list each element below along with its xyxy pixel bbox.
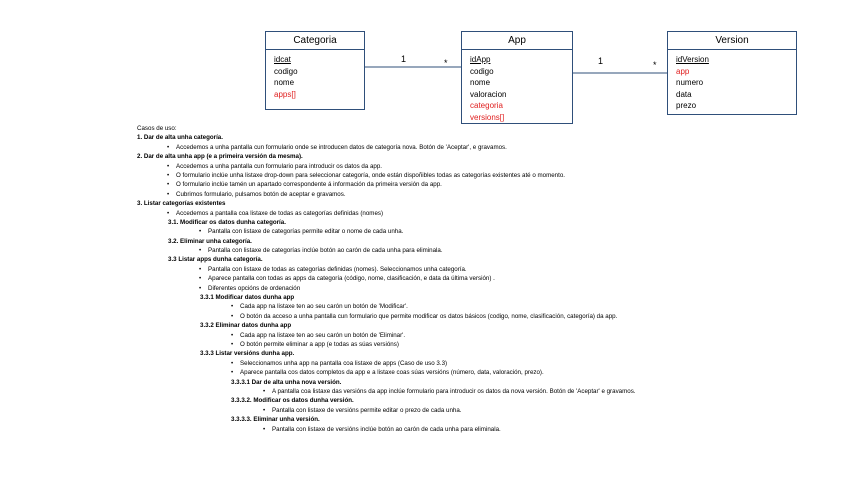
class-title: Version [668, 32, 796, 50]
uc-3-3-3-2-step: • Pantalla con listaxe de versións permite editar o prezo de cada unha. [137, 406, 842, 415]
mult-categoria-one: 1 [401, 54, 407, 64]
uc-3-1: 3.1. Modificar os datos dunha categoría. [168, 218, 286, 226]
attr-nome: nome [470, 78, 491, 87]
uc-3-3-3-step: • Seleccionamos unha app na pantalla coa listaxe de apps (Caso de uso 3.3) [137, 359, 842, 368]
attr-idcat: idcat [274, 55, 291, 64]
uc-3-3-3-2: 3.3.3.2. Modificar os datos dunha versión. [231, 397, 354, 405]
uc-3-3-3-1: 3.3.3.1 Dar de alta unha nova versión. [231, 378, 342, 386]
uc-2-step: • O formulario inclúe unha listaxe drop-down para seleccionar categoría, onde están dispoñibles todas as categorías existentes até o momento. [137, 171, 842, 180]
attr-idapp: idApp [470, 55, 491, 64]
uc-3-3-3-3: 3.3.3.3. Eliminar unha versión. [231, 416, 320, 424]
class-title: Categoria [266, 32, 364, 50]
uc-3-3-step: • Pantalla con listaxe de todas as categorías definidas (nomes). Seleccionamos unha categoría. [137, 265, 842, 274]
attr-prezo: prezo [676, 101, 697, 110]
uc-3-3-3: 3.3.3 Listar versións dunha app. [200, 350, 295, 358]
uc-heading: Casos de uso: [137, 125, 177, 132]
mult-app-one: 1 [598, 56, 604, 66]
uc-3-3-1-step: • O botón da acceso a unha pantalla cun formulario que permite modificar os datos básicos (codigo, nome, clasificación, categoría) da app. [137, 312, 842, 321]
class-categoria [265, 31, 365, 110]
class-version [667, 31, 797, 115]
class-title: App [462, 32, 572, 50]
uc-3-3: 3.3 Listar apps dunha categoría. [168, 256, 263, 264]
use-cases-text [137, 124, 842, 434]
uc-3-3-3-3-step: • Pantalla con listaxe de versións inclúe botón ao carón de cada unha para eliminala. [137, 425, 842, 434]
uc-2-step: • Accedemos a unha pantalla cun formulario para introducir os datos da app. [137, 162, 842, 171]
uc-3-step: • Accedemos a pantalla coa listaxe de todas as categorías definidas (nomes) [137, 209, 842, 218]
attr-data: data [676, 89, 692, 99]
attr-valoracion: valoracion [470, 89, 507, 99]
uc-1-step: • Accedemos a unha pantalla cun formulario onde se introducen datos de categoría nova. Botón de 'Aceptar', e gravamos. [137, 143, 842, 152]
attr-categoria: categoria [470, 101, 503, 110]
uc-3-3-1: 3.3.1 Modificar datos dunha app [200, 294, 295, 302]
mult-categoria-many: * [444, 58, 448, 68]
mult-app-many: * [653, 60, 657, 70]
uc-3-3-3-step: • Aparece pantalla cos datos completos da app e a listaxe coas súas versións (número, data, valoración, prezo). [137, 368, 842, 377]
uc-3-3-3-1-step: • A pantalla coa listaxe das versións da app inclúe formulario para introducir os datos da nova versión. Botón de 'Aceptar' e gravamos. [137, 387, 842, 396]
uc-3-3-step: • Aparece pantalla con todas as apps da categoría (código, nome, clasificación, e data da última versión) . [137, 274, 842, 283]
uc-2-step: • O formulario inclúe tamén un apartado correspondente á información da primeira versión da app. [137, 180, 842, 189]
uc-3-3-2-step: • Cada app na listaxe ten ao seu carón un botón de 'Eliminar'. [137, 331, 842, 340]
attr-codigo: codigo [274, 66, 298, 76]
uc-3-2: 3.2. Eliminar unha categoría. [168, 237, 252, 245]
uc-3: 3. Listar categorías existentes [137, 200, 226, 208]
attr-apps: apps[] [274, 89, 296, 99]
uc-3-1-step: • Pantalla con listaxe de categorías permite editar o nome de cada unha. [137, 227, 842, 236]
attr-versions: versions[] [470, 112, 505, 122]
uc-3-3-1-step: • Cada app na listaxe ten ao seu carón un botón de 'Modificar'. [137, 302, 842, 311]
uc-2: 2. Dar de alta unha app (e a primeira versión da mesma). [137, 153, 303, 161]
attr-nome: nome [274, 78, 295, 87]
attr-codigo: codigo [470, 66, 494, 76]
attr-numero: numero [676, 78, 704, 87]
uc-1: 1. Dar de alta unha categoría. [137, 134, 223, 142]
uc-3-3-step: • Diferentes opcións de ordenación [137, 284, 842, 293]
uc-3-3-2-step: • O botón permite eliminar a app (e todas as súas versións) [137, 340, 842, 349]
uc-3-3-2: 3.3.2 Eliminar datos dunha app [200, 322, 292, 330]
uc-3-2-step: • Pantalla con listaxe de categorías inclúe botón ao carón de cada unha para eliminala. [137, 246, 842, 255]
uc-2-step: • Cubrimos formulario, pulsamos botón de aceptar e gravamos. [137, 190, 842, 199]
attr-app: app [676, 66, 690, 76]
class-app [461, 31, 573, 124]
attr-idversion: idVersion [676, 55, 709, 64]
